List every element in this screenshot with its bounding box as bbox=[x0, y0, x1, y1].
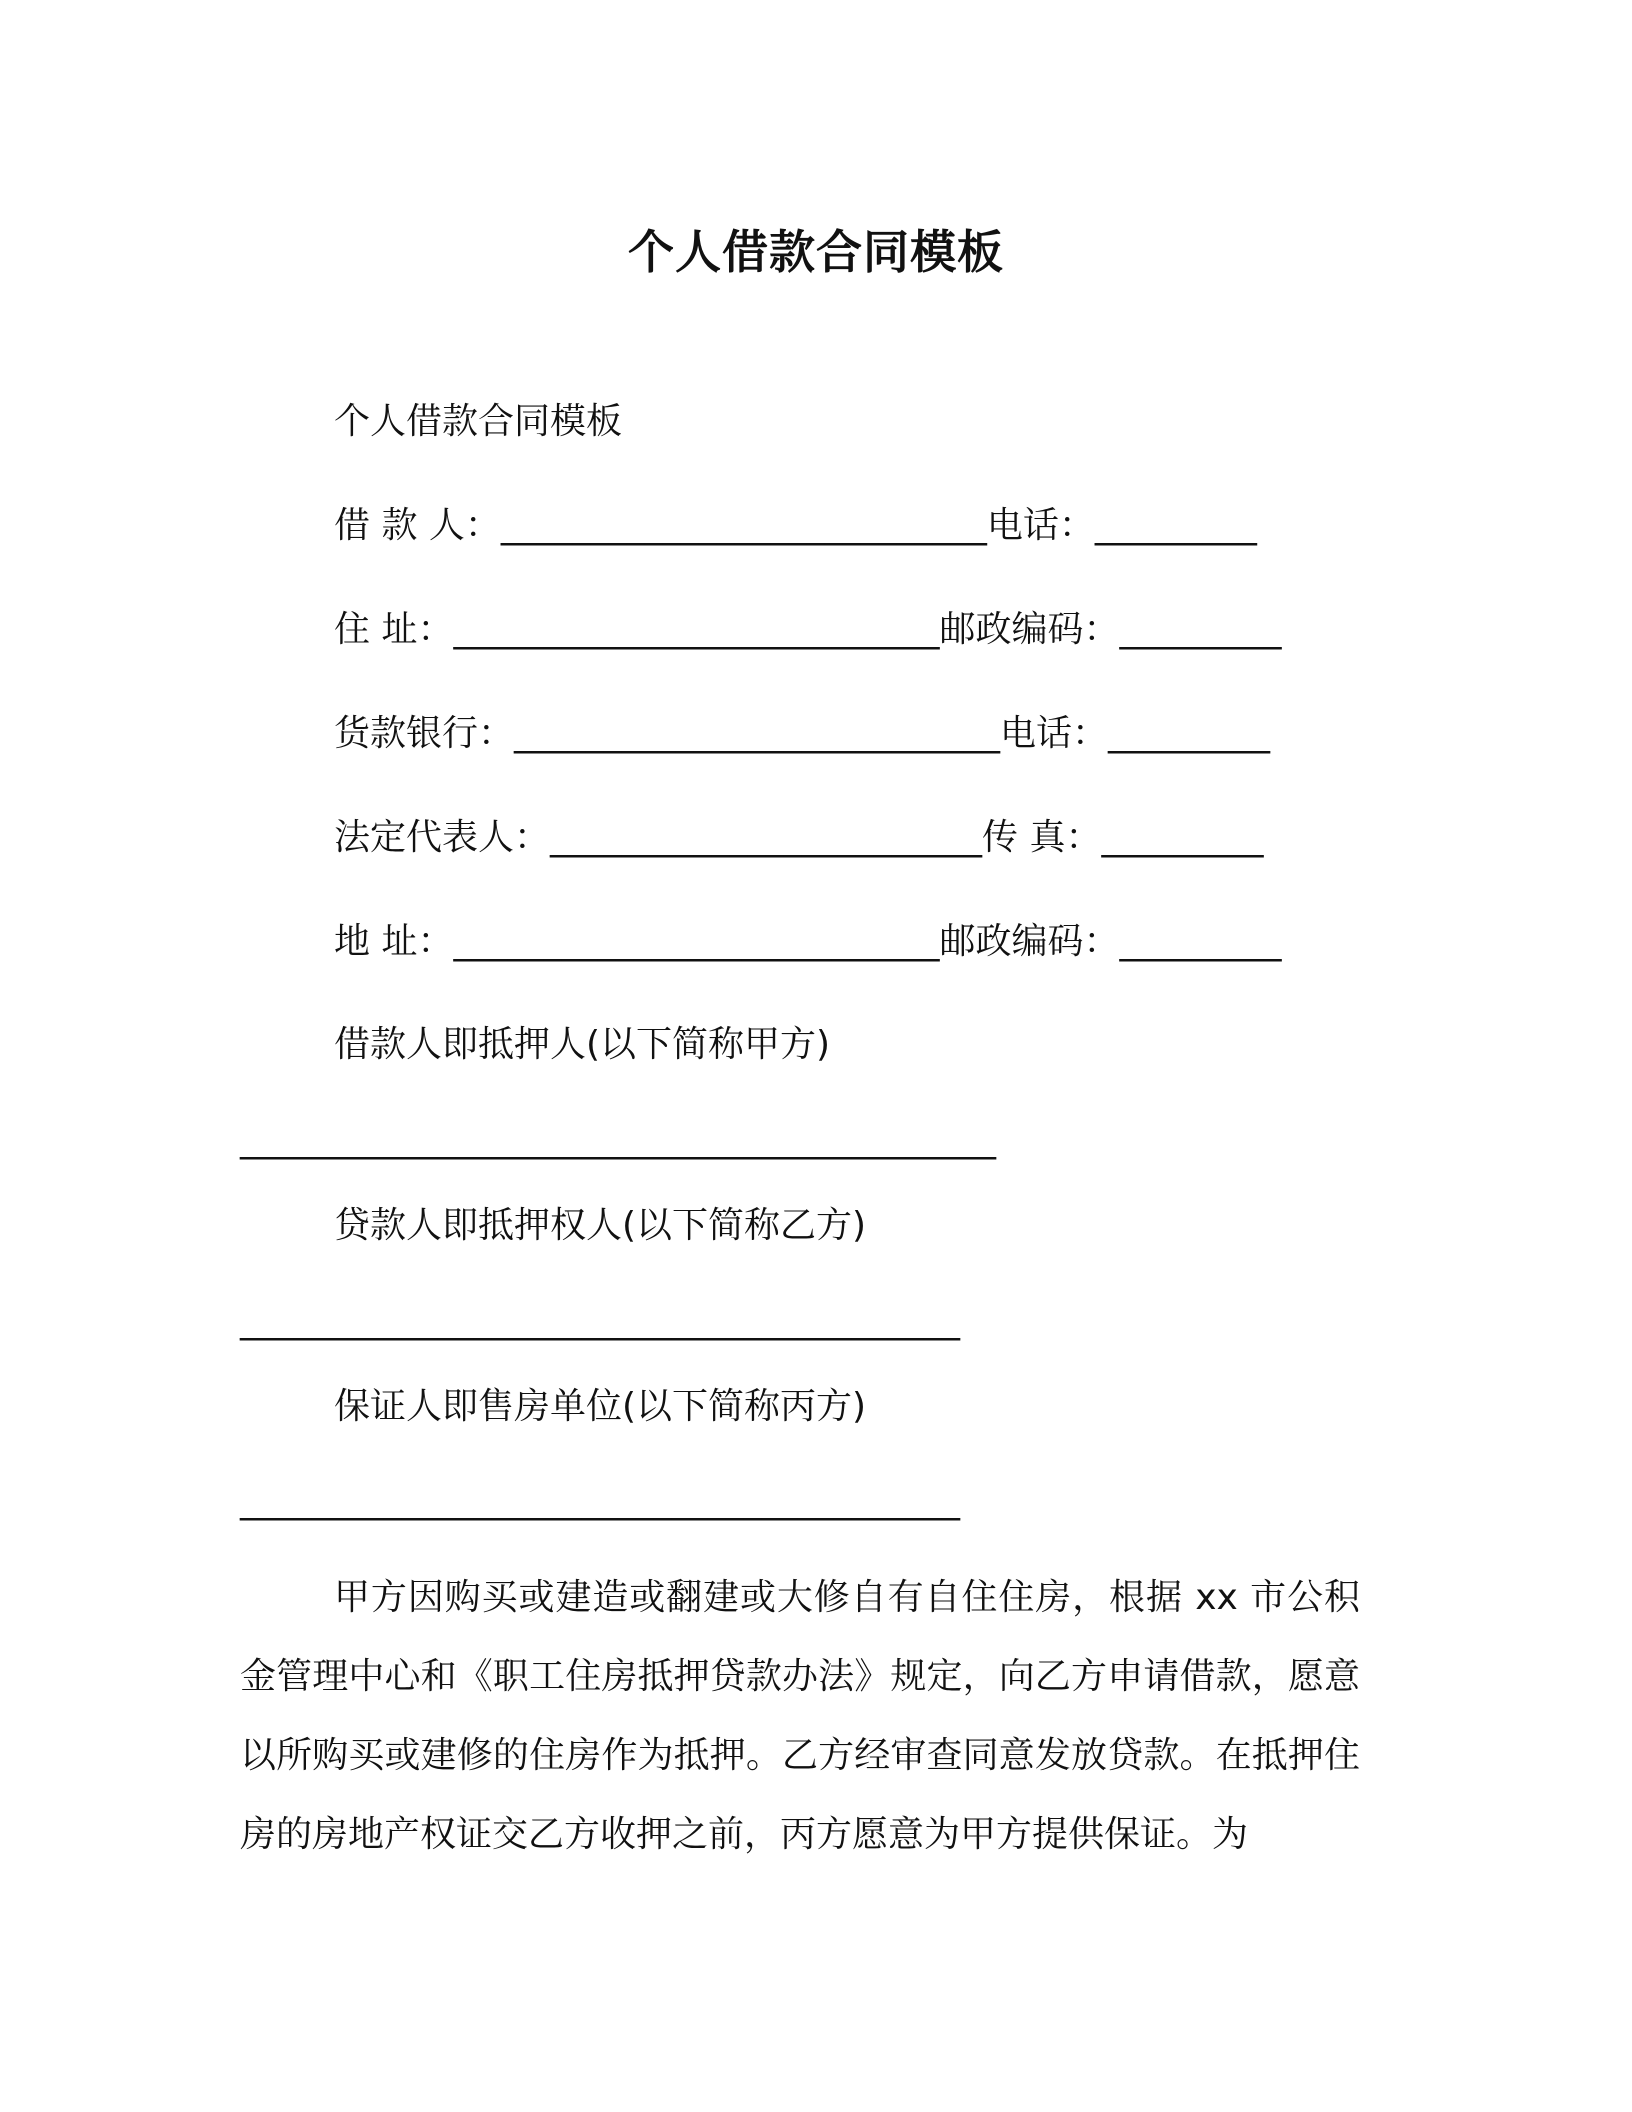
document-subtitle: 个人借款合同模板 bbox=[334, 401, 623, 442]
field-borrower: 借 款 人：___________________________电话：_________ bbox=[334, 505, 1257, 546]
field-address: 住 址：___________________________邮政编码：_________ bbox=[334, 609, 1282, 650]
party-a-blank: __________________________________________ bbox=[240, 1119, 996, 1160]
party-b-label: 贷款人即抵押权人(以下简称乙方) bbox=[334, 1205, 867, 1246]
field-legal-representative: 法定代表人：________________________传 真：_________ bbox=[334, 817, 1264, 858]
field-bank-address: 地 址：___________________________邮政编码：_________ bbox=[334, 921, 1282, 962]
field-lending-bank: 货款银行：___________________________电话：_________ bbox=[334, 713, 1271, 754]
party-b-blank: ________________________________________ bbox=[240, 1300, 960, 1341]
document-title: 个人借款合同模板 bbox=[628, 225, 1004, 279]
party-a-label: 借款人即抵押人(以下简称甲方) bbox=[334, 1024, 831, 1065]
party-c-label: 保证人即售房单位(以下简称丙方) bbox=[334, 1386, 867, 1427]
body-paragraph: 甲方因购买或建造或翻建或大修自有自住住房，根据 xx 市公积金管理中心和《职工住房抵押贷款办法》规定，向乙方申请借款，愿意以所购买或建修的住房作为抵押。乙方经审查同意发放贷款。在抵押住房的房地产权证交乙方收押之前，丙方愿意为甲方提供保证。为 bbox=[240, 1577, 1360, 1855]
party-c-blank: ________________________________________ bbox=[240, 1480, 960, 1521]
